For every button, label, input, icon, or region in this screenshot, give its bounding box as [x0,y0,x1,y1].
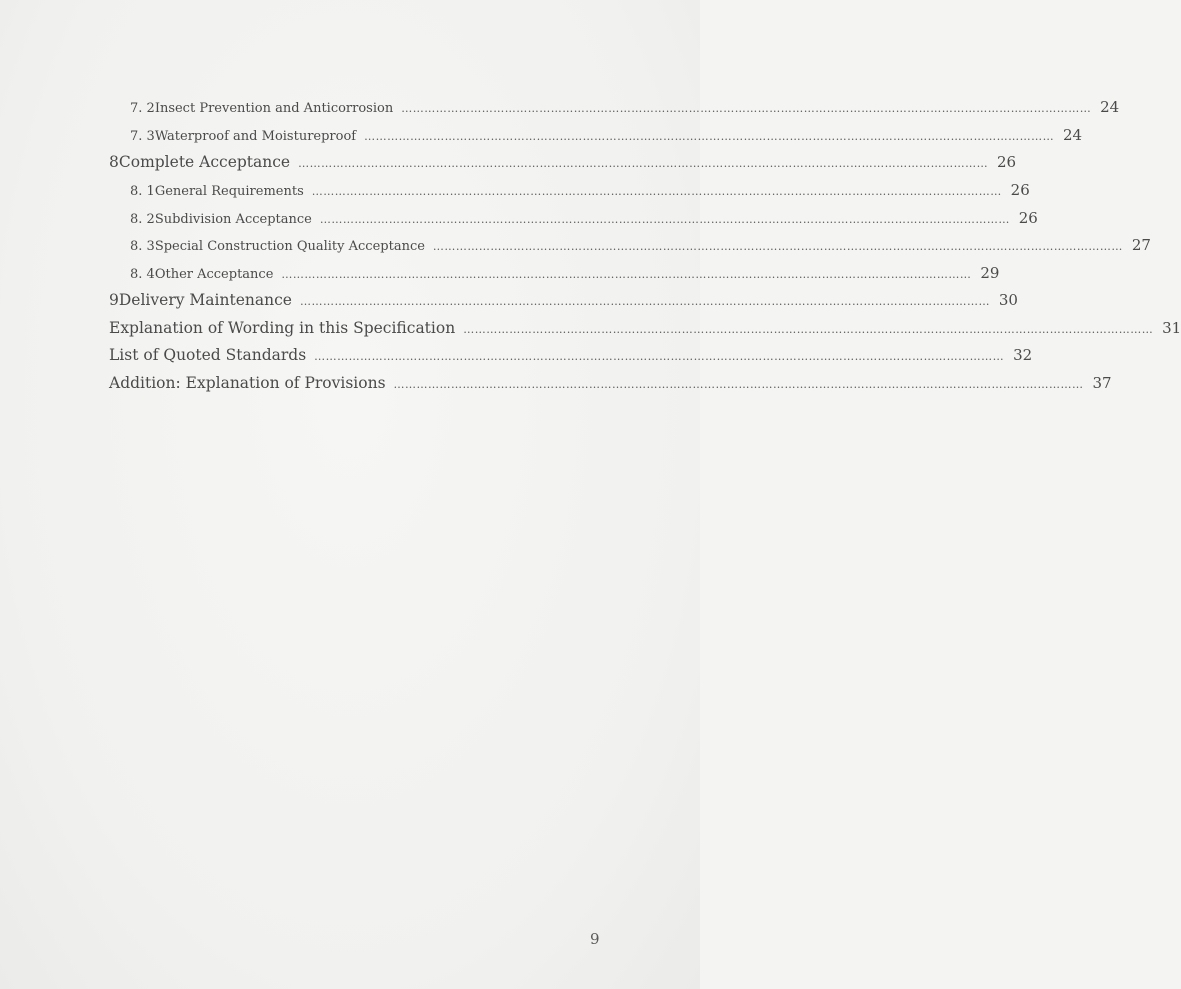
toc-entry-page: 26 [997,153,1017,171]
toc-entry [109,153,1017,171]
toc-entry-title: Addition: Explanation of Provisions [109,374,386,392]
toc-entry [109,374,1112,392]
toc-entry-title: Delivery Maintenance [118,291,292,309]
toc-entry-page: 29 [980,264,1000,282]
toc-entry [130,236,1151,254]
toc-entry-number: 8 [109,153,119,171]
toc-entry-title: General Requirements [154,184,304,199]
toc-entry [130,264,1000,282]
toc-entry-title: Waterproof and Moistureproof [154,129,357,144]
toc-entry-page: 31 [1162,319,1181,337]
toc-entry-page: 26 [1018,209,1038,227]
toc-entry [130,209,1038,227]
toc-entry-title: Subdivision Acceptance [154,212,312,227]
toc-entry-title: Complete Acceptance [118,153,291,171]
dot-leader: ……………………………………………………………………………………………………………………………………………………………… [281,268,972,281]
toc-entry-page: 27 [1131,236,1151,254]
dot-leader: ……………………………………………………………………………………………………………………………………………………………… [311,185,1002,198]
dot-leader: ……………………………………………………………………………………………………………………………………………………………… [364,130,1055,143]
toc-entry-number: 8. 3 [130,239,155,254]
toc-entry-number: 7. 2 [130,101,155,116]
dot-leader: ……………………………………………………………………………………………………………………………………………………………… [432,240,1123,253]
dot-leader: ……………………………………………………………………………………………………………………………………………………………… [314,350,1005,363]
dot-leader: ……………………………………………………………………………………………………………………………………………………………… [393,378,1084,391]
dot-leader: ……………………………………………………………………………………………………………………………………………………………… [299,295,990,308]
toc-entry [109,346,1033,364]
toc-entry-number: 8. 4 [130,267,155,282]
toc-entry-page: 24 [1063,126,1083,144]
toc-entry [109,319,1181,337]
toc-entry [130,126,1083,144]
toc-entry-title: Insect Prevention and Anticorrosion [154,101,394,116]
toc-entry-number: 8. 2 [130,212,155,227]
toc-entry [130,98,1120,116]
toc-entry-number: 9 [109,291,119,309]
toc-entry-number: 7. 3 [130,129,155,144]
toc-entry-page: 32 [1013,346,1033,364]
toc-entry-number: 8. 1 [130,184,155,199]
toc-entry-title: Special Construction Quality Acceptance [154,239,425,254]
toc-entry-page: 26 [1010,181,1030,199]
toc-entry [109,291,1018,309]
toc-entry-title: List of Quoted Standards [109,346,307,364]
toc-entry-page: 30 [998,291,1018,309]
toc-entry-title: Explanation of Wording in this Specification [109,319,456,337]
dot-leader: ……………………………………………………………………………………………………………………………………………………………… [319,213,1010,226]
dot-leader: ……………………………………………………………………………………………………………………………………………………………… [463,323,1154,336]
dot-leader: ……………………………………………………………………………………………………………………………………………………………… [298,157,989,170]
toc-entry-page: 37 [1092,374,1112,392]
toc-entry [130,181,1030,199]
page-number: 9 [590,930,600,948]
toc-entry-title: Other Acceptance [154,267,274,282]
toc-entry-page: 24 [1100,98,1120,116]
dot-leader: ……………………………………………………………………………………………………………………………………………………………… [401,102,1092,115]
